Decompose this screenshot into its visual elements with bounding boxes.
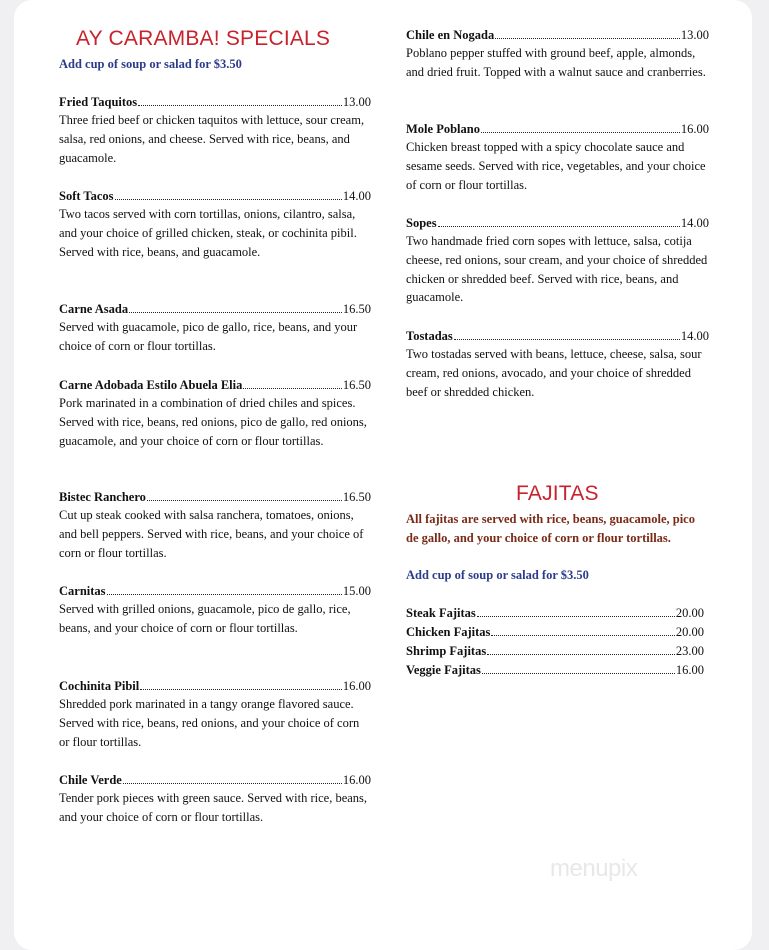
item-name: Carne Asada: [59, 302, 129, 316]
fajita-row: [406, 661, 704, 680]
item-description: Served with guacamole, pico de gallo, rice, beans, and your choice of corn or flour tortillas.: [59, 320, 358, 353]
item-name: Mole Poblano: [406, 122, 480, 136]
item-description: Three fried beef or chicken taquitos with lettuce, sour cream, salsa, red onions, and cheese. Served with rice, beans, and guacamole.: [59, 113, 365, 165]
fajita-row: [406, 623, 704, 642]
item-name: Sopes: [406, 216, 437, 230]
item-price: 16.00: [675, 663, 704, 677]
menu-page: [14, 0, 752, 950]
menu-item: [59, 488, 371, 562]
item-name: Shrimp Fajitas: [406, 644, 487, 658]
item-price: 13.00: [342, 95, 371, 109]
item-price: 16.00: [342, 679, 371, 693]
item-description: Cut up steak cooked with salsa ranchera, tomatoes, onions, and bell peppers. Served with rice, beans, and your choice of corn or flour tortillas.: [59, 508, 364, 560]
menupix-watermark: menupix: [550, 855, 638, 882]
specials-title: AY CARAMBA! SPECIALS: [76, 27, 331, 50]
menu-item: [59, 376, 371, 450]
menu-item: [406, 26, 709, 82]
item-price: 14.00: [342, 189, 371, 203]
item-price: 16.50: [342, 302, 371, 316]
item-name: Steak Fajitas: [406, 606, 476, 620]
item-name: Bistec Ranchero: [59, 490, 146, 504]
item-description: Served with grilled onions, guacamole, pico de gallo, rice, beans, and your choice of corn or flour tortillas.: [59, 602, 351, 635]
item-price: 23.00: [675, 644, 704, 658]
item-description: Two tostadas served with beans, lettuce, cheese, salsa, sour cream, red onions, avocado, and your choice of shredded beef or shredded chicken.: [406, 347, 702, 399]
menu-item: [406, 120, 709, 194]
item-price: 13.00: [680, 28, 709, 42]
item-description: Poblano pepper stuffed with ground beef, apple, almonds, and dried fruit. Topped with a walnut sauce and cranberries.: [406, 46, 706, 79]
item-name: Tostadas: [406, 329, 453, 343]
menu-item: [406, 327, 709, 401]
menu-item: [59, 677, 371, 751]
item-price: 20.00: [675, 625, 704, 639]
item-name: Cochinita Pibil: [59, 679, 140, 693]
item-name: Veggie Fajitas: [406, 663, 481, 677]
item-name: Fried Taquitos: [59, 95, 138, 109]
menu-item: [59, 93, 371, 167]
item-description: Shredded pork marinated in a tangy orange flavored sauce. Served with rice, beans, red onions, and your choice of corn or flour tortillas.: [59, 697, 360, 749]
fajitas-soup-note: Add cup of soup or salad for $3.50: [406, 568, 589, 582]
menu-item: [59, 771, 371, 827]
item-name: Chile en Nogada: [406, 28, 495, 42]
item-price: 20.00: [675, 606, 704, 620]
item-description: Pork marinated in a combination of dried chiles and spices. Served with rice, beans, red onions, pico de gallo, red onions, guacamole, and your choice of corn or flour tortillas.: [59, 396, 367, 448]
fajitas-list: [406, 604, 704, 680]
fajitas-note: All fajitas are served with rice, beans, guacamole, pico de gallo, and your choice of corn or flour tortillas.: [406, 512, 695, 545]
menu-item: [59, 187, 371, 261]
item-price: 15.00: [342, 584, 371, 598]
item-price: 14.00: [680, 329, 709, 343]
item-name: Carnitas: [59, 584, 106, 598]
menu-item: [59, 582, 371, 638]
item-price: 16.50: [342, 378, 371, 392]
item-price: 16.00: [342, 773, 371, 787]
item-price: 16.00: [680, 122, 709, 136]
menu-item: [59, 300, 371, 356]
item-description: Chicken breast topped with a spicy chocolate sauce and sesame seeds. Served with rice, vegetables, and your choice of corn or flour tortillas.: [406, 140, 706, 192]
item-description: Two tacos served with corn tortillas, onions, cilantro, salsa, and your choice of grilled chicken, steak, or cochinita pibil. Served with rice, beans, and guacamole.: [59, 207, 357, 259]
item-name: Chicken Fajitas: [406, 625, 491, 639]
item-description: Tender pork pieces with green sauce. Served with rice, beans, and your choice of corn or flour tortillas.: [59, 791, 368, 824]
item-name: Soft Tacos: [59, 189, 114, 203]
specials-soup-note: Add cup of soup or salad for $3.50: [59, 57, 242, 71]
item-name: Carne Adobada Estilo Abuela Elia: [59, 378, 243, 392]
fajitas-title: FAJITAS: [516, 482, 599, 505]
menu-item: [406, 214, 709, 307]
item-name: Chile Verde: [59, 773, 122, 787]
fajita-row: [406, 642, 704, 661]
fajita-row: [406, 604, 704, 623]
item-description: Two handmade fried corn sopes with lettuce, salsa, cotija cheese, red onions, sour cream, and your choice of shredded chicken or shredded beef. Served with rice, beans, and guacamole.: [406, 234, 708, 305]
item-price: 14.00: [680, 216, 709, 230]
item-price: 16.50: [342, 490, 371, 504]
